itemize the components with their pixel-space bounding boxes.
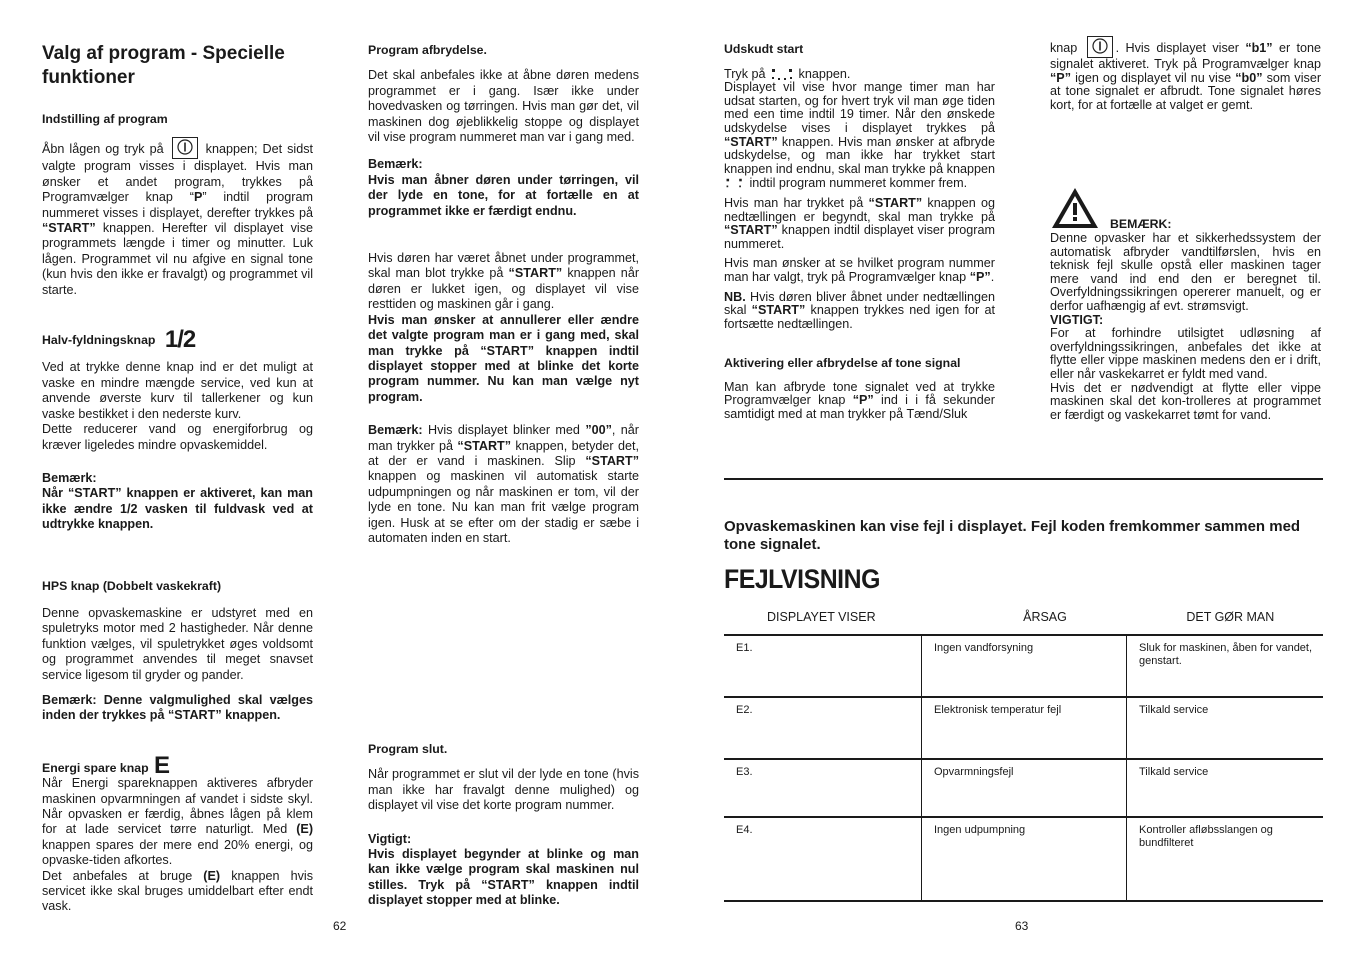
slut-vigtigt-heading: Vigtigt: — [368, 831, 412, 846]
vigtigt-text2: Hvis det er nødvendigt at flytte eller vippe maskinen skal det kon-trolleres at programmet er færdigt og vaskekarret tømt for vand. — [1050, 380, 1321, 422]
error-action: Sluk for maskinen, åben for vandet, genstart. — [1139, 642, 1313, 667]
error-table — [724, 610, 1323, 902]
udskudt-nb: NB. Hvis døren bliver åbnet under nedtællingen skal “START” knappen trykkes ned igen for at fortsætte nedtællingen. — [724, 289, 995, 331]
fejl-intro: Opvaskemaskinen kan vise fejl i displayet. Fejl koden fremkommer sammen med tone signalet. — [724, 518, 1301, 553]
error-action: Kontroller afløbsslangen og bundfilteret — [1139, 824, 1273, 849]
header-action: DET GØR MAN — [1186, 610, 1275, 624]
energi-text2: Det anbefales at bruge (E) knappen hvis servicet ikke skal bruges umiddelbart efter endt vask. — [42, 868, 313, 914]
udskudt-text3: Hvis man ønsker at se hvilket program nummer man har valgt, tryk på Programvælger knap “P”. — [724, 256, 995, 284]
udskudt-text1: Displayet vil vise hvor mange timer man har udsat starten, og for hvert tryk vil man øge tiden med een time indtil 19 timer. Når den ønskede udskydelse vises i displayet trykkes på “START” knappen. Hvis man ønsker at afbryde udskydelse, og man ikke har trykket start knappen ind endnu, skal man trykke på knappen indtil program nummeret kommer frem. — [724, 80, 995, 191]
hps-heading: HPS knap (Dobbelt vaskekraft) — [42, 578, 222, 593]
page-number-left: 62 — [333, 919, 347, 933]
error-code: E1. — [724, 636, 922, 696]
error-code: E4. — [724, 818, 922, 900]
table-row — [724, 758, 1323, 816]
udskudt-heading: Udskudt start — [724, 42, 804, 56]
error-code: E2. — [724, 698, 922, 758]
slut-heading: Program slut. — [368, 742, 448, 756]
afbryd-text: Det skal anbefales ikke at åbne døren medens programmet er i gang. Især ikke under hovedvasken og tørringen. Hvis man gør det, vil maskinen dog øjeblikkelig stoppe og displayet vil vise program nummeret man var i gang med. — [368, 68, 639, 145]
afbryd-note-text: Hvis man åbner døren under tørringen, vil der lyde en tone, for at fortælle en at programmet ikke er færdigt endnu. — [368, 172, 639, 218]
error-cause: Ingen udpumpning — [922, 818, 1127, 900]
afbryd-heading: Program afbrydelse. — [368, 43, 487, 57]
afbryd-note2: Bemærk: Hvis displayet blinker med ”00”, når man trykker på “START” knappen, betyder det, at der er vand i maskinen. Slip “START” knappen og maskinen vil automatisk starte udpumpningen og når maskinen er tom, vil der lyde en tone. Nu kan man frit vælge program igen. Husk at se efter om der stadig er sæbe i automaten inden en start. — [368, 423, 640, 545]
delay-start-dots-icon — [769, 67, 795, 81]
udskudt-tryk: Tryk på knappen. — [724, 66, 851, 81]
error-action: Tilkald service — [1139, 704, 1209, 716]
afbryd-bold-text: Hvis man ønsker at annullerer eller ændre det valgte program man er i gang med, skal man trykke på “START” knappen indtil displayet stopper med at blinke det korte program nummer. Nu kan man vælge nyt program. — [368, 312, 639, 404]
right-column-3 — [724, 43, 995, 422]
page-number-right: 63 — [1015, 919, 1029, 933]
energy-symbol: E — [154, 751, 171, 779]
table-row — [724, 696, 1323, 758]
halv-heading: Halv-fyldningsknap 1/2 — [42, 326, 196, 354]
indstilling-text: Åbn lågen og tryk på knappen; Det sidst valgte program visses i displayet. Hvis man ønsker et andet program, trykkes på Programvælger knap “P” indtil program nummeret visses i displayet, derefter trykkes på “START” knappen. Herefter vil displayet vise programmets længde i timer og minutter. Luk lågen. Programmet vil nu afgive en signal tone (kun hvis den ikke er fravalgt) og programmet vil starte. — [42, 137, 313, 298]
halv-text2: Dette reducerer vand og energiforbrug og kræver ligeledes mindre opvaskemiddel. — [42, 422, 313, 452]
energi-heading: Energi spare knap E — [42, 751, 171, 779]
tone-heading: Aktivering eller afbrydelse af tone signal — [724, 356, 961, 371]
error-table-header — [724, 610, 1323, 634]
slut-vigtigt-text: Hvis displayet begynder at blinke og man kan ikke vælge program skal maskinen nul stilles. Tryk på “START” knappen indtil displayet stopper med at blinke. — [368, 847, 639, 908]
error-cause: Elektronisk temperatur fejl — [922, 698, 1127, 758]
bemaerk-text: Denne opvasker har et sikkerhedssystem der automatisk afbryder vandtilførslen, hvis en teknisk fejl skulle opstå eller maskinen tager mere vand ind end den er beregnet til. Overfyldningssikringen opererer manuelt, og er derfor uafhængig af evt. strømsvigt. — [1050, 230, 1321, 313]
afbryd-note-heading: Bemærk: — [368, 157, 423, 172]
section-divider — [724, 478, 1323, 480]
delay-start-dots-icon — [724, 176, 746, 190]
energi-text1: Når Energi spareknappen aktiveres afbryder maskinen opvarmningen af vandet i sidste skyl. Når opvasken er færdig, åbnes lågen på klem for at lade servicet tørre naturligt. Med (E) knappen spares der mere end 20% energi, og opvaske-tiden afkortes. — [42, 776, 314, 868]
fejlvisning-title: FEJLVISNING — [724, 564, 880, 594]
half-load-symbol: 1/2 — [164, 326, 196, 354]
error-code: E3. — [724, 760, 922, 816]
hps-note: Bemærk: Denne valgmulighed skal vælges inden der trykkes på “START” knappen. — [42, 692, 313, 723]
table-row — [724, 816, 1323, 902]
error-action: Tilkald service — [1139, 766, 1209, 778]
page-title: Valg af program - Specielle funktioner — [42, 43, 285, 88]
afbryd-text2: Hvis døren har været åbnet under programmet, skal man blot trykke på “START” knappen når døren er lukket igen, og displayet vil vise resttiden og maskinen går i gang. — [368, 251, 640, 312]
vigtigt-heading: VIGTIGT: — [1050, 312, 1104, 327]
tone-text: Man kan afbryde tone signalet ved at trykke Programvælger knap “P” ind i i få sekunder samtidigt med at man trykker på Tænd/Sluk — [724, 379, 995, 422]
halv-note-text: Når “START” knappen er aktiveret, kan man ikke ændre 1/2 vasken til fuldvask ved at udtrykke knappen. — [42, 486, 313, 532]
indstilling-heading: Indstilling af program — [42, 112, 168, 126]
tone-cont-text: knap . Hvis displayet viser “b1” er tone signalet aktiveret. Tryk på Programvælger knap “P” igen og displayet vil nu vise “b0” som viser at tone signalet er afbrudt. Tone signalet høres kort, for at fortælle at valget er gemt. — [1050, 36, 1321, 112]
left-column-2-bottom — [368, 742, 639, 909]
right-column-4 — [1050, 36, 1321, 422]
power-button-icon — [172, 137, 198, 159]
hps-text: Denne opvaskemaskine er udstyret med en spuletryks motor med 2 hastigheder. Når denne funktion vælges, vil spuletrykket øges voldsomt og programmet anvendes til meget snavset service ligesom til gryder og pander. — [42, 605, 313, 682]
vigtigt-text1: For at forhindre utilsigtet udløsning af overfyldningssikringen, anbefales det ikke at flytte eller vippe maskinen medens den er i drift, eller når vaskekarret er fyldt med vand. — [1050, 326, 1321, 381]
halv-text1: Ved at trykke denne knap ind er det muligt at vaske en mindre mængde service, ved kun at anvende øverste kurv til tallerkener og kun vaske bestikket i den nederste kurv. — [42, 360, 313, 421]
left-column-2 — [368, 43, 639, 546]
header-cause: ÅRSAG — [1023, 610, 1067, 624]
error-cause: Ingen vandforsyning — [922, 636, 1127, 696]
halv-note-heading: Bemærk: — [42, 470, 97, 485]
left-column-1 — [42, 42, 313, 915]
warning-triangle-icon — [1050, 186, 1100, 230]
slut-text: Når programmet er slut vil der lyde en tone (hvis man ikke har fravalgt denne mulighed) og displayet vil vise det korte program nummer. — [368, 767, 639, 813]
udskudt-text2: Hvis man har trykket på “START” knappen og nedtællingen er begyndt, skal man trykke på “START” knappen indtil displayet viser program nummeret. — [724, 195, 995, 251]
bemaerk-heading: BEMÆRK: — [1050, 186, 1321, 232]
power-button-icon — [1087, 36, 1113, 58]
error-cause: Opvarmningsfejl — [922, 760, 1127, 816]
header-display: DISPLAYET VISER — [767, 610, 876, 624]
table-row — [724, 634, 1323, 696]
